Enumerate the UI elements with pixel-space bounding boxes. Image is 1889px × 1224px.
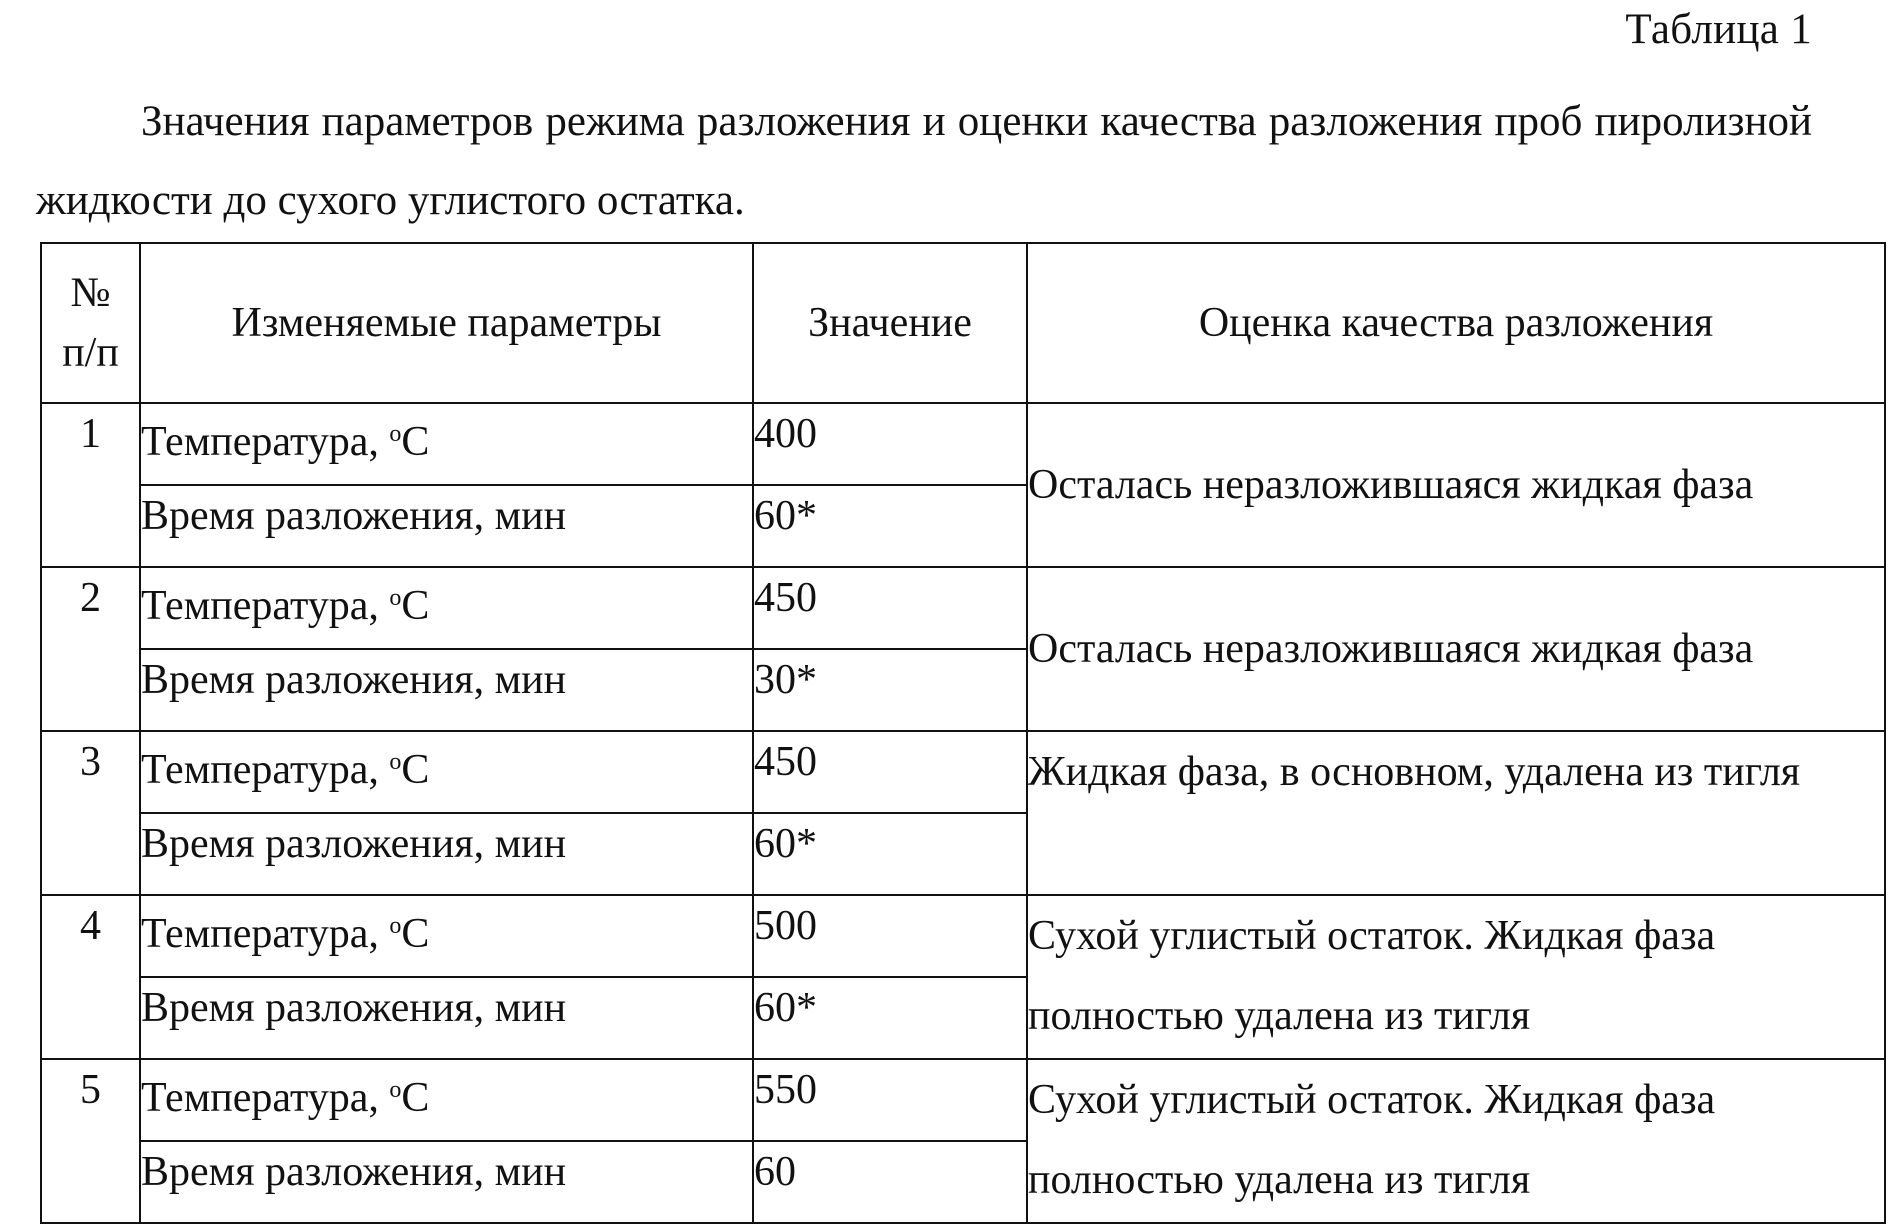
time-value: 60* <box>753 485 1027 567</box>
time-label: Время разложения, мин <box>140 813 753 895</box>
table-row <box>41 731 1885 813</box>
evaluation-cell: Жидкая фаза, в основном, удалена из тигля <box>1027 731 1885 895</box>
table-caption: Значения параметров режима разложения и оценки качества разложения проб пиролизной жидкости до сухого углистого остатка. <box>36 98 1812 224</box>
row-number: 4 <box>41 895 140 1059</box>
temperature-text: Температура, <box>141 911 390 957</box>
temperature-unit: C <box>401 583 430 629</box>
time-value: 30* <box>753 649 1027 731</box>
temperature-value: 450 <box>753 731 1027 813</box>
temperature-text: Температура, <box>141 747 390 793</box>
temperature-text: Температура, <box>141 583 390 629</box>
time-label: Время разложения, мин <box>140 485 753 567</box>
table-row <box>41 895 1885 977</box>
temperature-value: 400 <box>753 403 1027 485</box>
temperature-unit: C <box>401 419 430 465</box>
temperature-unit: C <box>401 911 430 957</box>
table-header-row <box>41 243 1885 403</box>
table-row <box>41 403 1885 485</box>
degree-symbol: o <box>389 421 402 447</box>
time-label: Время разложения, мин <box>140 977 753 1059</box>
temperature-value: 550 <box>753 1059 1027 1141</box>
time-value: 60 <box>753 1141 1027 1223</box>
header-num-abbrev: п/п <box>62 330 119 376</box>
header-num-symbol: № <box>70 270 111 316</box>
table-row <box>41 1059 1885 1141</box>
table-label: Таблица 1 <box>1625 6 1812 53</box>
row-number: 2 <box>41 567 140 731</box>
table-row <box>41 567 1885 649</box>
temperature-unit: C <box>401 1075 430 1121</box>
time-value: 60* <box>753 813 1027 895</box>
evaluation-cell: Осталась неразложившаяся жидкая фаза <box>1027 567 1885 731</box>
temperature-label <box>140 403 753 485</box>
degree-symbol: o <box>389 749 402 775</box>
row-number: 1 <box>41 403 140 567</box>
row-number: 3 <box>41 731 140 895</box>
temperature-value: 500 <box>753 895 1027 977</box>
degree-symbol: o <box>389 1077 402 1103</box>
evaluation-cell: Сухой углистый остаток. Жидкая фаза полностью удалена из тигля <box>1027 895 1885 1059</box>
degree-symbol: o <box>389 585 402 611</box>
temperature-value: 450 <box>753 567 1027 649</box>
temperature-text: Температура, <box>141 1075 390 1121</box>
temperature-label <box>140 895 753 977</box>
temperature-label <box>140 731 753 813</box>
temperature-unit: C <box>401 747 430 793</box>
row-number: 5 <box>41 1059 140 1223</box>
header-evaluation: Оценка качества разложения <box>1027 243 1885 403</box>
header-value: Значение <box>753 243 1027 403</box>
time-label: Время разложения, мин <box>140 1141 753 1223</box>
header-num <box>41 243 140 403</box>
header-param: Изменяемые параметры <box>140 243 753 403</box>
parameters-table <box>40 242 1886 1224</box>
degree-symbol: o <box>389 913 402 939</box>
time-value: 60* <box>753 977 1027 1059</box>
evaluation-cell: Осталась неразложившаяся жидкая фаза <box>1027 403 1885 567</box>
time-label: Время разложения, мин <box>140 649 753 731</box>
temperature-label <box>140 567 753 649</box>
temperature-text: Температура, <box>141 419 390 465</box>
evaluation-cell: Сухой углистый остаток. Жидкая фаза полностью удалена из тигля <box>1027 1059 1885 1223</box>
temperature-label <box>140 1059 753 1141</box>
